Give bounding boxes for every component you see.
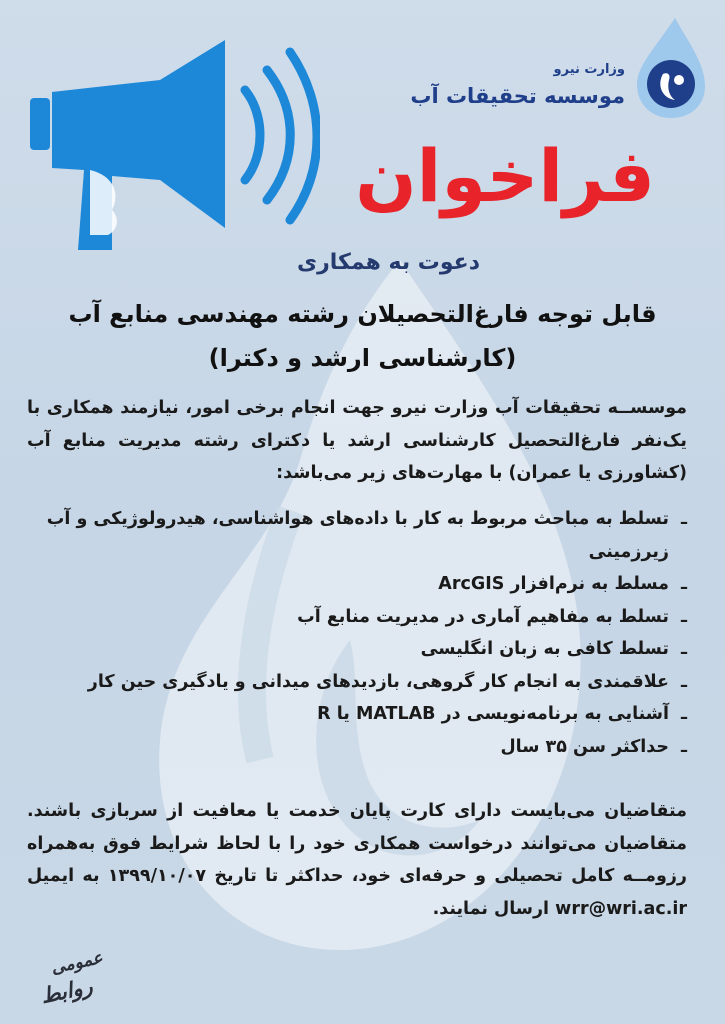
institute-name: موسسه تحقیقات آب — [410, 84, 625, 108]
list-item: ـ تسلط به مباحث مربوط به کار با داده‌های هواشناسی، هیدرولوژیکی و آب زیرزمینی — [27, 503, 687, 568]
footer-paragraph: متقاضیان می‌بایست دارای کارت پایان خدمت یا معافیت از سربازی باشند. متقاضیان می‌توانند درخواست همکاری خود را با لحاظ شرایط فوق به‌همراه رزومــه کامل تحصیلی و حرفه‌ای خود، حداکثر تا تاریخ ۱۳۹۹/۱۰/۰۷ به ایمیل wrr@wri.ac.ir ارسال نمایند. — [27, 801, 688, 919]
ministry-name: وزارت نیرو — [553, 62, 625, 77]
megaphone-icon — [20, 20, 320, 250]
list-item: ـ حداکثر سن ۳۵ سال — [27, 731, 687, 764]
list-item: ـ تسلط به مفاهیم آماری در مدیریت منابع آب — [27, 601, 687, 634]
list-item: ـ آشنایی به برنامه‌نویسی در MATLAB یا R — [27, 698, 687, 731]
page-subtitle: دعوت به همکاری — [296, 250, 480, 275]
list-item: ـ تسلط کافی به زبان انگلیسی — [27, 633, 687, 666]
intro-paragraph: موسســه تحقیقات آب وزارت نیرو جهت انجام برخی امور، نیازمند همکاری با یک‌نفر فارغ‌التحصیل کارشناسی ارشد یا دکترای رشته مدیریت منابع آب (کشاورزی یا عمران) با مهارت‌های زیر می‌باشد: — [27, 398, 687, 483]
headline-line-1: قابل توجه فارغ‌التحصیلان رشته مهندسی منابع آب — [68, 300, 657, 328]
headline-line-2: (کارشناسی ارشد و دکترا) — [208, 344, 517, 372]
list-item: ـ مسلط به نرم‌افزار ArcGIS — [27, 568, 687, 601]
skills-list — [27, 503, 687, 763]
public-relations-stamp — [18, 942, 118, 1012]
svg-text:عمومی: عمومی — [49, 947, 105, 979]
water-drop-logo — [635, 18, 707, 118]
page-title: فراخوان — [355, 134, 655, 218]
list-item: ـ علاقمندی به انجام کار گروهی، بازدیدهای میدانی و یادگیری حین کار — [27, 666, 687, 699]
svg-text:روابط: روابط — [38, 973, 95, 1009]
